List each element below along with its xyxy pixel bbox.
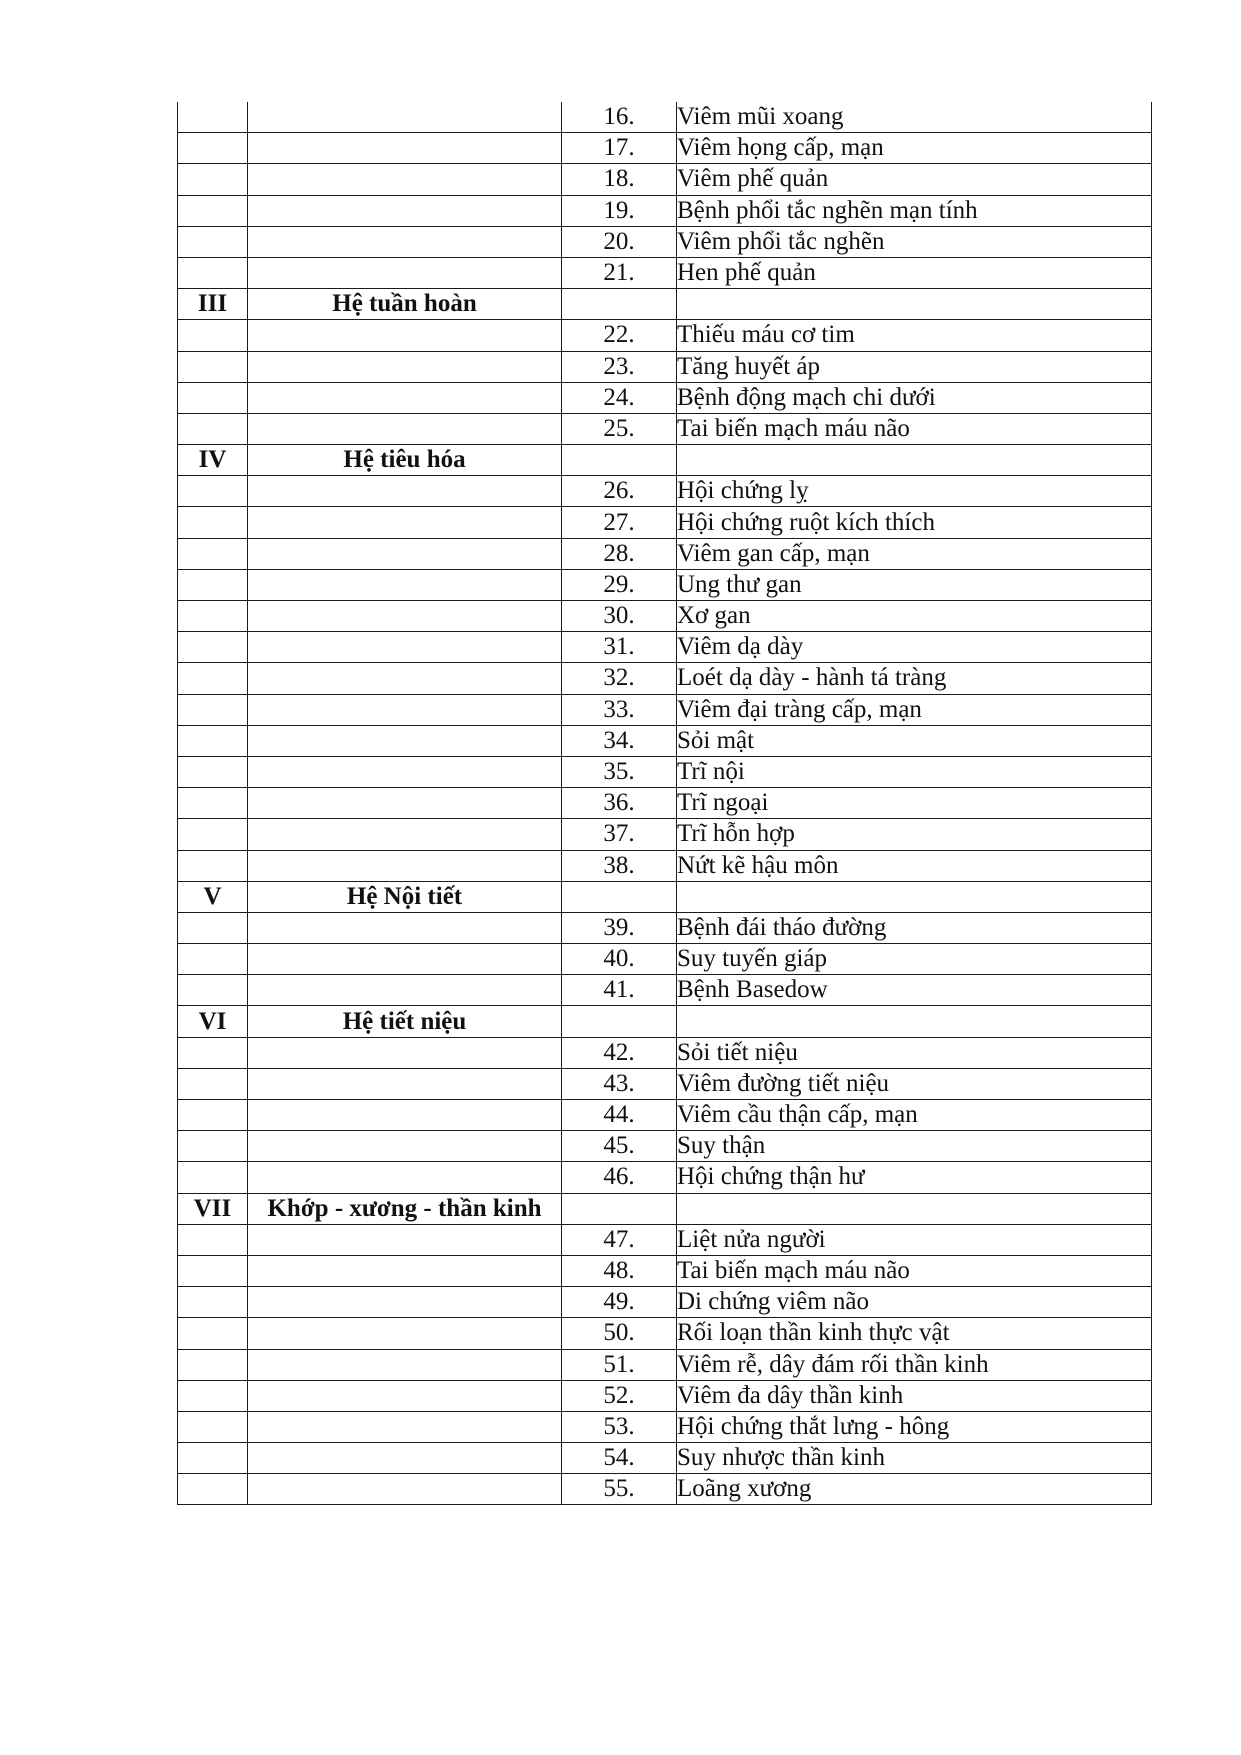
section-title-cell — [248, 912, 562, 943]
item-number-cell: 24. — [562, 382, 677, 413]
section-title-cell — [248, 944, 562, 975]
section-title-cell — [248, 601, 562, 632]
table-row — [178, 1068, 1152, 1099]
table-row — [178, 1224, 1152, 1255]
table-row — [178, 975, 1152, 1006]
item-number-cell — [562, 445, 677, 476]
section-number-cell — [178, 1224, 248, 1255]
disease-name-cell: Hội chứng thận hư — [677, 1162, 1152, 1193]
disease-name-cell: Rối loạn thần kinh thực vật — [677, 1318, 1152, 1349]
section-number-cell — [178, 756, 248, 787]
section-number-cell: VI — [178, 1006, 248, 1037]
disease-name-cell: Ung thư gan — [677, 569, 1152, 600]
table-row — [178, 133, 1152, 164]
table-body — [178, 102, 1152, 1505]
item-number-cell: 29. — [562, 569, 677, 600]
section-number-cell — [178, 944, 248, 975]
table-row — [178, 1318, 1152, 1349]
section-title-cell — [248, 788, 562, 819]
item-number-cell: 42. — [562, 1037, 677, 1068]
item-number-cell: 50. — [562, 1318, 677, 1349]
item-number-cell: 52. — [562, 1380, 677, 1411]
section-number-cell — [178, 1411, 248, 1442]
section-number-cell — [178, 1100, 248, 1131]
section-number-cell — [178, 725, 248, 756]
disease-name-cell: Suy nhược thần kinh — [677, 1443, 1152, 1474]
item-number-cell: 19. — [562, 195, 677, 226]
disease-name-cell: Tăng huyết áp — [677, 351, 1152, 382]
section-title-cell — [248, 1443, 562, 1474]
section-title-cell — [248, 1131, 562, 1162]
table-row — [178, 569, 1152, 600]
disease-name-cell: Viêm đường tiết niệu — [677, 1068, 1152, 1099]
disease-name-cell: Viêm rễ, dây đám rối thần kinh — [677, 1349, 1152, 1380]
section-number-cell — [178, 975, 248, 1006]
section-number-cell — [178, 507, 248, 538]
item-number-cell: 31. — [562, 632, 677, 663]
section-title-cell — [248, 663, 562, 694]
disease-name-cell: Viêm đa dây thần kinh — [677, 1380, 1152, 1411]
disease-name-cell: Suy tuyến giáp — [677, 944, 1152, 975]
item-number-cell: 16. — [562, 102, 677, 133]
section-number-cell — [178, 1162, 248, 1193]
disease-name-cell: Tai biến mạch máu não — [677, 1255, 1152, 1286]
table-row — [178, 1443, 1152, 1474]
disease-name-cell: Trĩ ngoại — [677, 788, 1152, 819]
disease-name-cell: Viêm họng cấp, mạn — [677, 133, 1152, 164]
section-title-cell: Hệ tuần hoàn — [248, 289, 562, 320]
item-number-cell: 20. — [562, 226, 677, 257]
item-number-cell: 32. — [562, 663, 677, 694]
item-number-cell: 33. — [562, 694, 677, 725]
disease-name-cell: Bệnh phổi tắc nghẽn mạn tính — [677, 195, 1152, 226]
table-row — [178, 912, 1152, 943]
disease-name-cell: Viêm mũi xoang — [677, 102, 1152, 133]
item-number-cell — [562, 881, 677, 912]
disease-name-cell: Sỏi tiết niệu — [677, 1037, 1152, 1068]
item-number-cell: 55. — [562, 1474, 677, 1505]
item-number-cell: 48. — [562, 1255, 677, 1286]
item-number-cell: 40. — [562, 944, 677, 975]
section-number-cell — [178, 320, 248, 351]
section-title-cell — [248, 507, 562, 538]
item-number-cell: 34. — [562, 725, 677, 756]
table-row — [178, 195, 1152, 226]
table-row — [178, 850, 1152, 881]
section-title-cell — [248, 413, 562, 444]
table-row — [178, 788, 1152, 819]
section-title-cell — [248, 632, 562, 663]
table-row — [178, 257, 1152, 288]
section-title-cell — [248, 320, 562, 351]
table-row — [178, 413, 1152, 444]
section-number-cell — [178, 538, 248, 569]
item-number-cell — [562, 1006, 677, 1037]
section-number-cell — [178, 632, 248, 663]
table-row — [178, 1255, 1152, 1286]
item-number-cell: 47. — [562, 1224, 677, 1255]
section-number-cell — [178, 476, 248, 507]
section-number-cell — [178, 351, 248, 382]
section-number-cell — [178, 1349, 248, 1380]
item-number-cell — [562, 1193, 677, 1224]
disease-name-cell: Loét dạ dày - hành tá tràng — [677, 663, 1152, 694]
table-row — [178, 1162, 1152, 1193]
section-number-cell — [178, 133, 248, 164]
table-row — [178, 382, 1152, 413]
table-row — [178, 1100, 1152, 1131]
disease-name-cell: Hội chứng lỵ — [677, 476, 1152, 507]
section-row — [178, 289, 1152, 320]
item-number-cell: 38. — [562, 850, 677, 881]
table-row — [178, 351, 1152, 382]
disease-name-cell: Tai biến mạch máu não — [677, 413, 1152, 444]
table-row — [178, 476, 1152, 507]
table-row — [178, 1349, 1152, 1380]
table-row — [178, 538, 1152, 569]
disease-list-table — [177, 102, 1152, 1505]
table-row — [178, 601, 1152, 632]
section-title-cell — [248, 1318, 562, 1349]
section-title-cell — [248, 1287, 562, 1318]
section-title-cell — [248, 1037, 562, 1068]
item-number-cell: 30. — [562, 601, 677, 632]
section-title-cell — [248, 1162, 562, 1193]
section-number-cell — [178, 1255, 248, 1286]
table-row — [178, 663, 1152, 694]
section-row — [178, 1193, 1152, 1224]
disease-name-cell — [677, 445, 1152, 476]
table-row — [178, 632, 1152, 663]
section-number-cell — [178, 788, 248, 819]
table-row — [178, 819, 1152, 850]
section-number-cell — [178, 819, 248, 850]
disease-name-cell: Liệt nửa người — [677, 1224, 1152, 1255]
section-number-cell — [178, 912, 248, 943]
item-number-cell: 21. — [562, 257, 677, 288]
table-row — [178, 1037, 1152, 1068]
section-title-cell: Khớp - xương - thần kinh — [248, 1193, 562, 1224]
section-number-cell — [178, 226, 248, 257]
item-number-cell: 18. — [562, 164, 677, 195]
section-number-cell — [178, 1318, 248, 1349]
section-number-cell — [178, 195, 248, 226]
table-row — [178, 1474, 1152, 1505]
section-title-cell — [248, 257, 562, 288]
section-number-cell — [178, 1443, 248, 1474]
table-row — [178, 694, 1152, 725]
section-title-cell — [248, 195, 562, 226]
section-title-cell: Hệ tiết niệu — [248, 1006, 562, 1037]
table-row — [178, 944, 1152, 975]
section-title-cell — [248, 1068, 562, 1099]
section-number-cell — [178, 1287, 248, 1318]
disease-name-cell: Bệnh động mạch chi dưới — [677, 382, 1152, 413]
disease-name-cell: Bệnh Basedow — [677, 975, 1152, 1006]
table-row — [178, 1131, 1152, 1162]
item-number-cell: 54. — [562, 1443, 677, 1474]
disease-name-cell: Bệnh đái tháo đường — [677, 912, 1152, 943]
section-number-cell — [178, 663, 248, 694]
section-title-cell — [248, 1349, 562, 1380]
section-title-cell — [248, 1411, 562, 1442]
section-number-cell — [178, 601, 248, 632]
section-title-cell — [248, 351, 562, 382]
disease-name-cell: Viêm đại tràng cấp, mạn — [677, 694, 1152, 725]
item-number-cell: 53. — [562, 1411, 677, 1442]
item-number-cell: 35. — [562, 756, 677, 787]
section-title-cell — [248, 226, 562, 257]
disease-name-cell: Sỏi mật — [677, 725, 1152, 756]
item-number-cell — [562, 289, 677, 320]
section-title-cell — [248, 819, 562, 850]
item-number-cell: 37. — [562, 819, 677, 850]
table-row — [178, 164, 1152, 195]
disease-name-cell: Viêm dạ dày — [677, 632, 1152, 663]
table-row — [178, 756, 1152, 787]
disease-name-cell: Xơ gan — [677, 601, 1152, 632]
disease-name-cell — [677, 1193, 1152, 1224]
item-number-cell: 45. — [562, 1131, 677, 1162]
item-number-cell: 51. — [562, 1349, 677, 1380]
section-number-cell — [178, 164, 248, 195]
disease-name-cell: Di chứng viêm não — [677, 1287, 1152, 1318]
item-number-cell: 44. — [562, 1100, 677, 1131]
section-row — [178, 881, 1152, 912]
disease-name-cell: Viêm phế quản — [677, 164, 1152, 195]
section-number-cell — [178, 1131, 248, 1162]
table-row — [178, 507, 1152, 538]
table-row — [178, 1287, 1152, 1318]
section-title-cell — [248, 975, 562, 1006]
section-title-cell — [248, 133, 562, 164]
section-title-cell — [248, 164, 562, 195]
table-row — [178, 102, 1152, 133]
disease-name-cell: Trĩ nội — [677, 756, 1152, 787]
section-title-cell — [248, 538, 562, 569]
item-number-cell: 22. — [562, 320, 677, 351]
section-number-cell — [178, 382, 248, 413]
section-title-cell — [248, 694, 562, 725]
disease-name-cell — [677, 1006, 1152, 1037]
section-title-cell: Hệ tiêu hóa — [248, 445, 562, 476]
disease-name-cell — [677, 881, 1152, 912]
item-number-cell: 41. — [562, 975, 677, 1006]
disease-name-cell: Suy thận — [677, 1131, 1152, 1162]
disease-name-cell: Loãng xương — [677, 1474, 1152, 1505]
disease-name-cell: Hen phế quản — [677, 257, 1152, 288]
section-number-cell — [178, 413, 248, 444]
disease-name-cell: Viêm cầu thận cấp, mạn — [677, 1100, 1152, 1131]
section-number-cell: VII — [178, 1193, 248, 1224]
section-title-cell — [248, 476, 562, 507]
section-number-cell: V — [178, 881, 248, 912]
section-title-cell — [248, 756, 562, 787]
section-title-cell — [248, 850, 562, 881]
disease-name-cell: Hội chứng ruột kích thích — [677, 507, 1152, 538]
item-number-cell: 17. — [562, 133, 677, 164]
disease-name-cell: Thiếu máu cơ tim — [677, 320, 1152, 351]
item-number-cell: 39. — [562, 912, 677, 943]
section-number-cell — [178, 1037, 248, 1068]
disease-name-cell — [677, 289, 1152, 320]
section-number-cell — [178, 102, 248, 133]
item-number-cell: 49. — [562, 1287, 677, 1318]
section-number-cell — [178, 850, 248, 881]
section-number-cell — [178, 1474, 248, 1505]
section-number-cell: IV — [178, 445, 248, 476]
table-row — [178, 1411, 1152, 1442]
item-number-cell: 26. — [562, 476, 677, 507]
section-title-cell — [248, 1100, 562, 1131]
section-row — [178, 445, 1152, 476]
item-number-cell: 25. — [562, 413, 677, 444]
table-row — [178, 1380, 1152, 1411]
section-title-cell — [248, 1255, 562, 1286]
section-number-cell — [178, 694, 248, 725]
table-row — [178, 725, 1152, 756]
item-number-cell: 43. — [562, 1068, 677, 1099]
item-number-cell: 28. — [562, 538, 677, 569]
table-row — [178, 320, 1152, 351]
section-number-cell — [178, 257, 248, 288]
section-title-cell — [248, 1224, 562, 1255]
table-row — [178, 226, 1152, 257]
disease-name-cell: Nứt kẽ hậu môn — [677, 850, 1152, 881]
section-number-cell: III — [178, 289, 248, 320]
section-title-cell: Hệ Nội tiết — [248, 881, 562, 912]
section-title-cell — [248, 725, 562, 756]
section-number-cell — [178, 569, 248, 600]
disease-name-cell: Viêm phổi tắc nghẽn — [677, 226, 1152, 257]
section-number-cell — [178, 1068, 248, 1099]
item-number-cell: 27. — [562, 507, 677, 538]
section-row — [178, 1006, 1152, 1037]
item-number-cell: 23. — [562, 351, 677, 382]
section-title-cell — [248, 569, 562, 600]
section-title-cell — [248, 102, 562, 133]
section-title-cell — [248, 1380, 562, 1411]
disease-name-cell: Viêm gan cấp, mạn — [677, 538, 1152, 569]
section-title-cell — [248, 382, 562, 413]
disease-name-cell: Hội chứng thắt lưng - hông — [677, 1411, 1152, 1442]
item-number-cell: 36. — [562, 788, 677, 819]
section-number-cell — [178, 1380, 248, 1411]
section-title-cell — [248, 1474, 562, 1505]
item-number-cell: 46. — [562, 1162, 677, 1193]
disease-name-cell: Trĩ hỗn hợp — [677, 819, 1152, 850]
